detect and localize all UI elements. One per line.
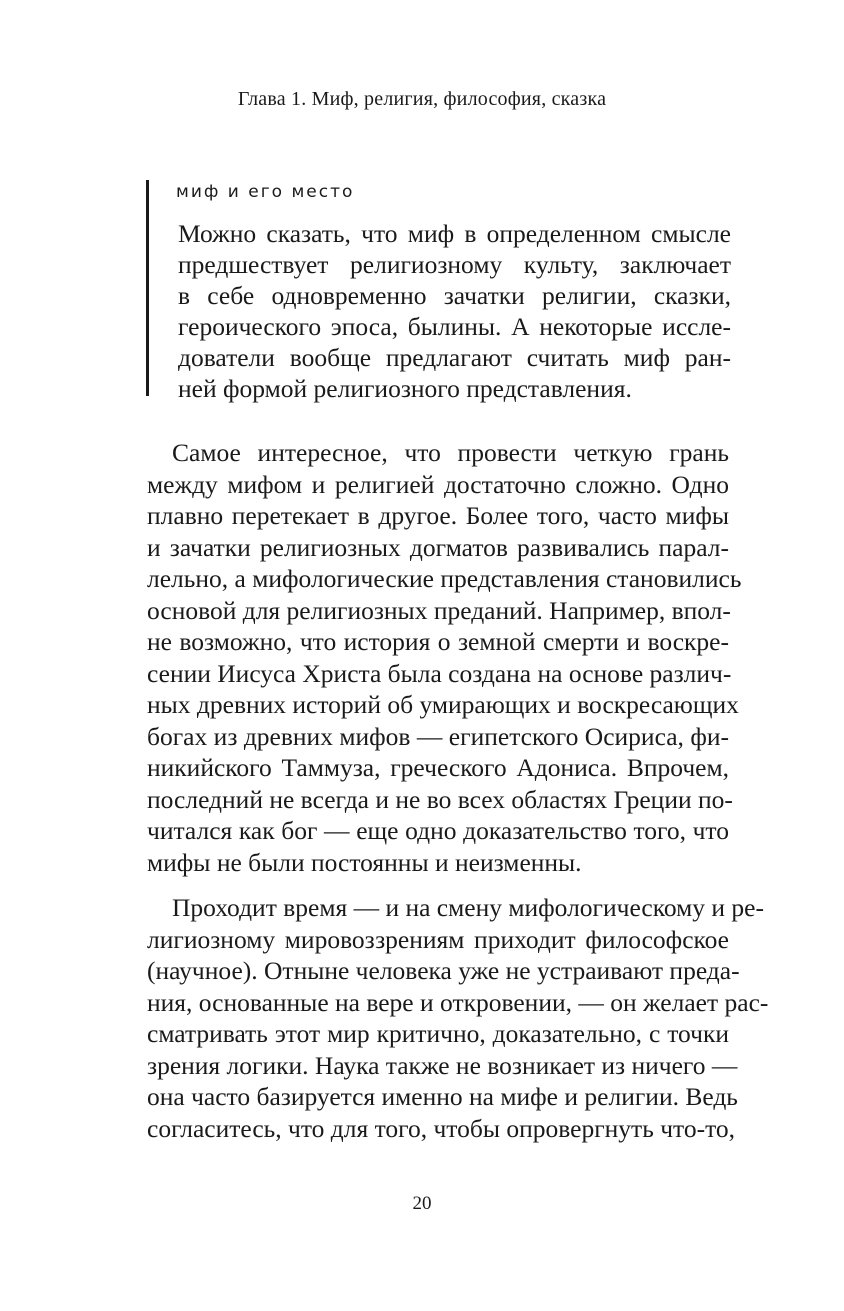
text-line: лигиозному мировоззрениям приходит философское <box>147 924 729 954</box>
sidebar-line: предшествует религиозному культу, заключает <box>178 250 731 279</box>
running-head: Глава 1. Миф, религия, философия, сказка <box>237 88 607 110</box>
text-line: сматривать этот мир критично, доказательно, с точки <box>147 1019 729 1048</box>
sidebar-box <box>146 180 731 404</box>
sidebar-line: ней формой религиозного представления. <box>178 374 632 403</box>
text-line: и зачатки религиозных догматов развивались парал- <box>147 532 729 562</box>
text-line: плавно перетекает в другое. Более того, часто мифы <box>147 501 729 530</box>
text-line: (научное). Отныне человека уже не устраивают преда- <box>147 956 740 985</box>
sidebar-line: дователи вообще предлагают считать миф ран- <box>178 343 731 372</box>
text-line: последний не всегда и не во всех областях Греции по- <box>147 784 733 814</box>
text-line: основой для религиозных преданий. Например, впол- <box>147 595 731 625</box>
text-line: зрения логики. Наука также не возникает из ничего — <box>147 1050 738 1080</box>
paragraph <box>147 437 742 878</box>
text-line: она часто базируется именно на мифе и религии. Ведь <box>147 1082 738 1111</box>
sidebar-line: героического эпоса, былины. А некоторые иссле- <box>178 312 731 341</box>
text-line: сении Иисуса Христа была создана на основе различ- <box>147 658 732 688</box>
body-text <box>147 437 769 1144</box>
text-line: согласитесь, что для того, чтобы опровергнуть что-то, <box>147 1113 736 1143</box>
sidebar-title: миф и его место <box>176 182 355 202</box>
text-line: никийского Таммуза, греческого Адониса. Впрочем, <box>147 753 729 782</box>
text-line: богах из древних мифов — египетского Осириса, фи- <box>147 721 729 751</box>
text-line: ных древних историй об умирающих и воскресающих <box>147 690 739 719</box>
text-line: читался как бог — еще одно доказательство того, что <box>147 816 729 845</box>
page-number: 20 <box>412 1193 432 1214</box>
sidebar-rule <box>146 180 149 396</box>
text-line: между мифом и религией достаточно сложно. Одно <box>147 469 729 499</box>
text-line: лельно, а мифологические представления становились <box>147 564 742 593</box>
text-line: ния, основанные на вере и откровении, — он желает рас- <box>147 987 769 1017</box>
text-line: Проходит время — и на смену мифологическому и ре- <box>172 893 764 922</box>
sidebar-line: Можно сказать, что миф в определенном смысле <box>178 219 731 248</box>
sidebar-line: в себе одновременно зачатки религии, сказки, <box>178 281 731 310</box>
text-line: мифы не были постоянны и неизменны. <box>147 847 582 877</box>
sidebar-text <box>178 218 731 404</box>
paragraph <box>147 892 769 1144</box>
text-line: не возможно, что история о земной смерти и воскре- <box>147 627 729 656</box>
text-line: Самое интересное, что провести четкую грань <box>172 438 729 467</box>
